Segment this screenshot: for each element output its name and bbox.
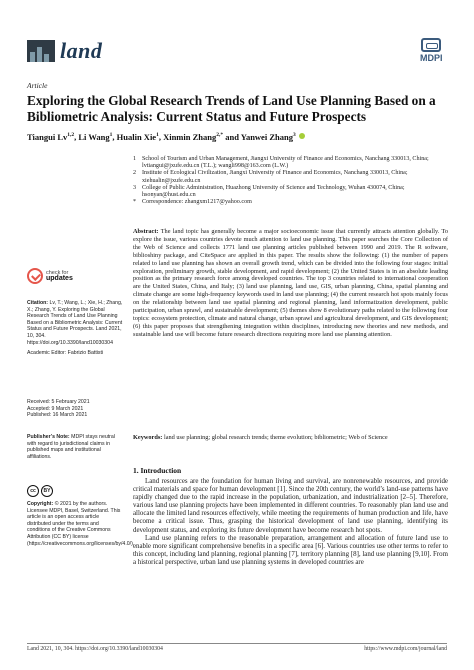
license-block xyxy=(27,482,135,547)
introduction-body xyxy=(133,478,448,567)
article-type: Article xyxy=(27,81,48,90)
author[interactable]: Yanwei Zhang$^3$ xyxy=(240,132,296,142)
publisher-logo[interactable] xyxy=(420,38,443,63)
footer-citation[interactable]: Land 2021, 10, 304. https://doi.org/10.3390/land10030304 xyxy=(27,646,163,652)
keywords-label: Keywords: xyxy=(133,434,163,441)
abstract-text: The land topic has generally become a major socioeconomic issue that currently attracts attention globally. To explore the issue, various countries devote much attention to land use planning. This paper searches the Core Collection of the Web of Science and collects 1771 land use planning articles published between 1990 and 2019. The R software, biblioshiny package, and CiteSpace are applied in this paper. The results show the following: (1) the number of papers related to land use planning has shown an overall growth trend, which can be divided into the following four stages: initial exploration, preliminary growth, stable development, and rapid development; (2) the United States is in an absolute leading position as the primary research force among developed countries. The top 3 countries related to international cooperation are the United States, China, and Italy; (3) land use planning, land use, GIS, urban planning, China, spatial planning and climate change are some high-frequency keywords used in land use planning; (4) the current research hot spots mainly focus on the relationship between land use spatial planning and regional planning, land informatization development, public participation, urban sprawl, and sustainable development; (5) themes show 8 evolutionary paths related to the following four topics: ecosystem protection, climate and natural change, urban sprawl and agricultural development, and GIS development; (6) this paper proposes that strengthening integration within disciplines, introducing new theories and new methods, and sustainable land use will become future research directions requiring more land use planning attention. xyxy=(133,228,448,338)
citation-text: Lv, T.; Wang, L.; Xie, H.; Zhang, X.; Zhang, Y. Exploring the Global Research Trends of Land Use Planning Based on a Bibliometric Analysis: Current Status and Future Prospects. xyxy=(27,300,123,333)
copyright-label: Copyright: xyxy=(27,501,54,507)
copyright-text: © 2021 by the authors. Licensee MDPI, Basel, Switzerland. This article is an open access article distributed under the terms and conditions of the Creative Commons Attribution (CC BY) license (https://creativecommons.org/licenses/by/4.0/). xyxy=(27,501,135,547)
check-for-updates-button[interactable] xyxy=(27,268,73,284)
author[interactable]: Tiangui Lv$^{1,2}$ xyxy=(27,132,75,142)
updates-label: updates xyxy=(46,275,73,282)
section-heading: 1. Introduction xyxy=(133,466,182,475)
author[interactable]: Li Wang$^1$ xyxy=(78,132,113,142)
landscape-icon xyxy=(27,40,55,62)
affiliation: 3 College of Public Administration, Huazhong University of Science and Technology, Wuhan 430074, China; hsonyan@hust.edu.cn xyxy=(133,184,405,199)
footer-journal-link[interactable]: https://www.mdpi.com/journal/land xyxy=(364,646,447,652)
journal-logo[interactable] xyxy=(27,38,102,64)
author[interactable]: Hualin Xie$^1$ xyxy=(116,132,159,142)
article-title: Exploring the Global Research Trends of Land Use Planning Based on a Bibliometric Analysis: Current Status and Future Prospects xyxy=(27,93,436,124)
by-icon: BY xyxy=(41,485,53,497)
footer-divider xyxy=(27,643,447,644)
published-date: Published: 16 March 2021 xyxy=(27,412,88,419)
affiliation: 2 Institute of Ecological Civilization, Jiangxi University of Finance and Economics, Nanchang 330013, China; xiehualin@jxufe.edu.cn xyxy=(133,170,408,184)
citation-doi[interactable]: Land 2021, 10, 304. https://doi.org/10.3390/land10030304 xyxy=(27,326,122,346)
journal-name: land xyxy=(60,38,103,63)
correspondence: * Correspondence: zhangxm1217@yahoo.com xyxy=(133,199,252,206)
author-list: Tiangui Lv$^{1,2}$, Li Wang$^1$, Hualin Xie$^1$, Xinmin Zhang$^{2,*}$ and Yanwei Zhang$^3$ xyxy=(27,132,305,142)
cc-by-badge[interactable] xyxy=(27,485,123,497)
updates-check-text: check for xyxy=(46,270,69,276)
author[interactable]: Xinmin Zhang$^{2,*}$ xyxy=(163,132,224,142)
dates-block xyxy=(27,399,123,419)
academic-editor: Academic Editor: Fabrizio Battisti xyxy=(27,350,104,357)
publisher-note-label: Publisher’s Note: xyxy=(27,434,70,440)
orcid-icon[interactable] xyxy=(299,133,305,139)
publisher-note-text: MDPI stays neutral with regard to jurisdictional claims in published maps and institutional affiliations. xyxy=(27,434,115,460)
keywords xyxy=(133,434,448,442)
citation-label: Citation: xyxy=(27,300,49,306)
abstract-label: Abstract: xyxy=(133,228,159,235)
keywords-text: land use planning; global research trends; theme evolution; bibliometric; Web of Science xyxy=(163,434,388,441)
accepted-date: Accepted: 9 March 2021 xyxy=(27,405,84,412)
affiliations xyxy=(133,156,453,206)
mdpi-icon xyxy=(421,38,441,52)
check-updates-icon xyxy=(27,268,43,284)
cc-icon: cc xyxy=(27,485,39,497)
abstract xyxy=(133,228,448,339)
publisher-note xyxy=(27,434,123,460)
paragraph: Land resources are the foundation for human living and survival, are nonrenewable resources, and provide critical materials and space for human development [1]. Since the 20th century, the world’s land-use patterns have rapidly changed due to the rapid increase in the population, urbanization, and industrialization [2–5]. Therefore, various land use planning projects have been implemented in different countries. To reasonably plan land use and allocate the limited land resources effectively, while meeting the requirements of human production and life, have become a critical issue. Thus, grasping the historical development of land use planning, identifying its development status, and exploring its future development have become research hot spots. xyxy=(133,478,448,534)
page-footer xyxy=(27,646,447,652)
publisher-name: MDPI xyxy=(420,53,443,63)
citation-block xyxy=(27,300,123,357)
paragraph: Land use planning refers to the reasonable preparation, arrangement and allocation of future land use to enable more significant comprehensive benefits in a specific area [6]. Various countries use other terms to refer to this concept, including land planning, regional planning [7], territory planning [8], land use planning [9,10]. From a historical perspective, urban land use planning systems in developed countries are xyxy=(133,534,448,566)
affiliation: 1 School of Tourism and Urban Management, Jiangxi University of Finance and Economics, Nanchang 330013, China; lvtiangui@jxufe.edu.cn (T.L.); wangli998@163.com (L.W.) xyxy=(133,156,429,170)
received-date: Received: 5 February 2021 xyxy=(27,399,90,405)
